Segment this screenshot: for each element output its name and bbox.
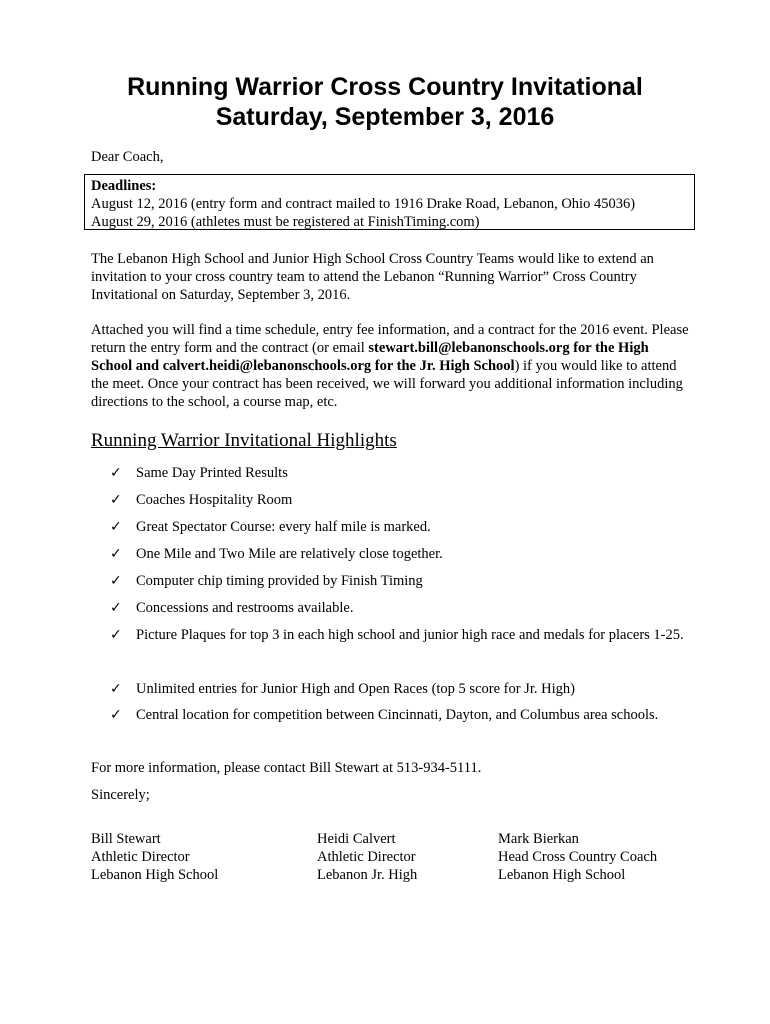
deadline-2: August 29, 2016 (athletes must be registered at FinishTiming.com)	[91, 214, 480, 230]
checkmark-icon: ✓	[110, 492, 122, 508]
signer-name: Mark Bierkan	[498, 831, 579, 847]
signature-block	[91, 830, 218, 884]
signature-block	[498, 830, 657, 884]
signer-org: Lebanon Jr. High	[317, 867, 418, 883]
checkmark-icon: ✓	[110, 681, 122, 697]
intro-paragraph: The Lebanon High School and Junior High School Cross Country Teams would like to extend an invitation to your cross country team to attend the Lebanon “Running Warrior” Cross Country Invitational on Saturday, September 3, 2016.	[91, 251, 654, 303]
signer-org: Lebanon High School	[498, 867, 626, 883]
greeting: Dear Coach,	[91, 149, 164, 165]
page-title: Running Warrior Cross Country Invitational	[127, 73, 643, 101]
details-paragraph: Attached you will find a time schedule, entry fee information, and a contract for the 2016 event. Please return the entry form and the contract (or email stewart.bill@lebanonschools.org for the High School and calvert.heidi@lebanonschools.org for the Jr. High School) if you would like to attend the meet. Once your contract has been received, we will forward you additional information including directions to the school, a course map, etc.	[91, 322, 689, 410]
checkmark-icon: ✓	[110, 465, 122, 481]
checkmark-icon: ✓	[110, 627, 122, 643]
deadlines-heading: Deadlines:	[91, 178, 157, 194]
signer-name: Bill Stewart	[91, 831, 161, 847]
signature-block	[317, 830, 417, 884]
signer-title: Head Cross Country Coach	[498, 849, 658, 865]
signer-title: Athletic Director	[91, 849, 190, 865]
event-date: Saturday, September 3, 2016	[215, 103, 555, 131]
signer-org: Lebanon High School	[91, 867, 219, 883]
contact-line: For more information, please contact Bill Stewart at 513-934-5111.	[91, 760, 482, 776]
checkmark-icon: ✓	[110, 519, 122, 535]
contact-emails: stewart.bill@lebanonschools.org for the High School and calvert.heidi@lebanonschools.org for the Jr. High School	[91, 340, 649, 374]
checkmark-icon: ✓	[110, 600, 122, 616]
checkmark-icon: ✓	[110, 546, 122, 562]
letter-page: Running Warrior Cross Country Invitational Saturday, September 3, 2016 Dear Coach, Deadlines: August 12, 2016 (entry form and contract mailed to 1916 Drake Road, Lebanon, Ohio 45036) August 29, 2016 (athletes must be registered at FinishTiming.com) The Lebanon High School and Junior High School Cross Country Teams would like to extend an invitation to your cross country team to attend the Lebanon “Running Warrior” Cross Country Invitational on Saturday, September 3, 2016. Attached you will find a time schedule, entry fee information, and a contract for the 2016 event. Please return the entry form and the contract (or email stewart.bill@lebanonschools.org for the High School and calvert.heidi@lebanonschools.org for the Jr. High School) if you would like to attend the meet. Once your contract has been received, we will forward you additional information including directions to the school, a course map, etc. Running Warrior Invitational Highlights ✓ Same Day Printed Results ✓ Coaches Hospitality Room ✓ Great Spectator Course: every half mile is marked. ✓ One Mile and Two Mile are relatively close together. ✓ Computer chip timing provided by Finish Timing ✓ Concessions and restrooms available. ✓ Picture Plaques for top 3 in each high school and junior high race and medals for placers 1-25. ✓ Unlimited entries for Junior High and Open Races (top 5 score for Jr. High) ✓ Central location for competition between Cincinnati, Dayton, and Columbus area schools. For more information, please contact Bill Stewart at 513-934-5111. Sincerely; Bill Stewart Athletic Director Lebanon High School Heidi Calvert Athletic Director Lebanon Jr. High Mark Bierkan Head Cross Country Coach Lebanon High School	[0, 0, 770, 1024]
checkmark-icon: ✓	[110, 573, 122, 589]
deadlines-box	[84, 174, 695, 230]
signer-name: Heidi Calvert	[317, 831, 396, 847]
closing: Sincerely;	[91, 787, 150, 803]
highlights-heading: Running Warrior Invitational Highlights	[91, 430, 397, 451]
signer-title: Athletic Director	[317, 849, 416, 865]
checkmark-icon: ✓	[110, 707, 122, 723]
deadline-1: August 12, 2016 (entry form and contract mailed to 1916 Drake Road, Lebanon, Ohio 45036)	[91, 196, 636, 212]
